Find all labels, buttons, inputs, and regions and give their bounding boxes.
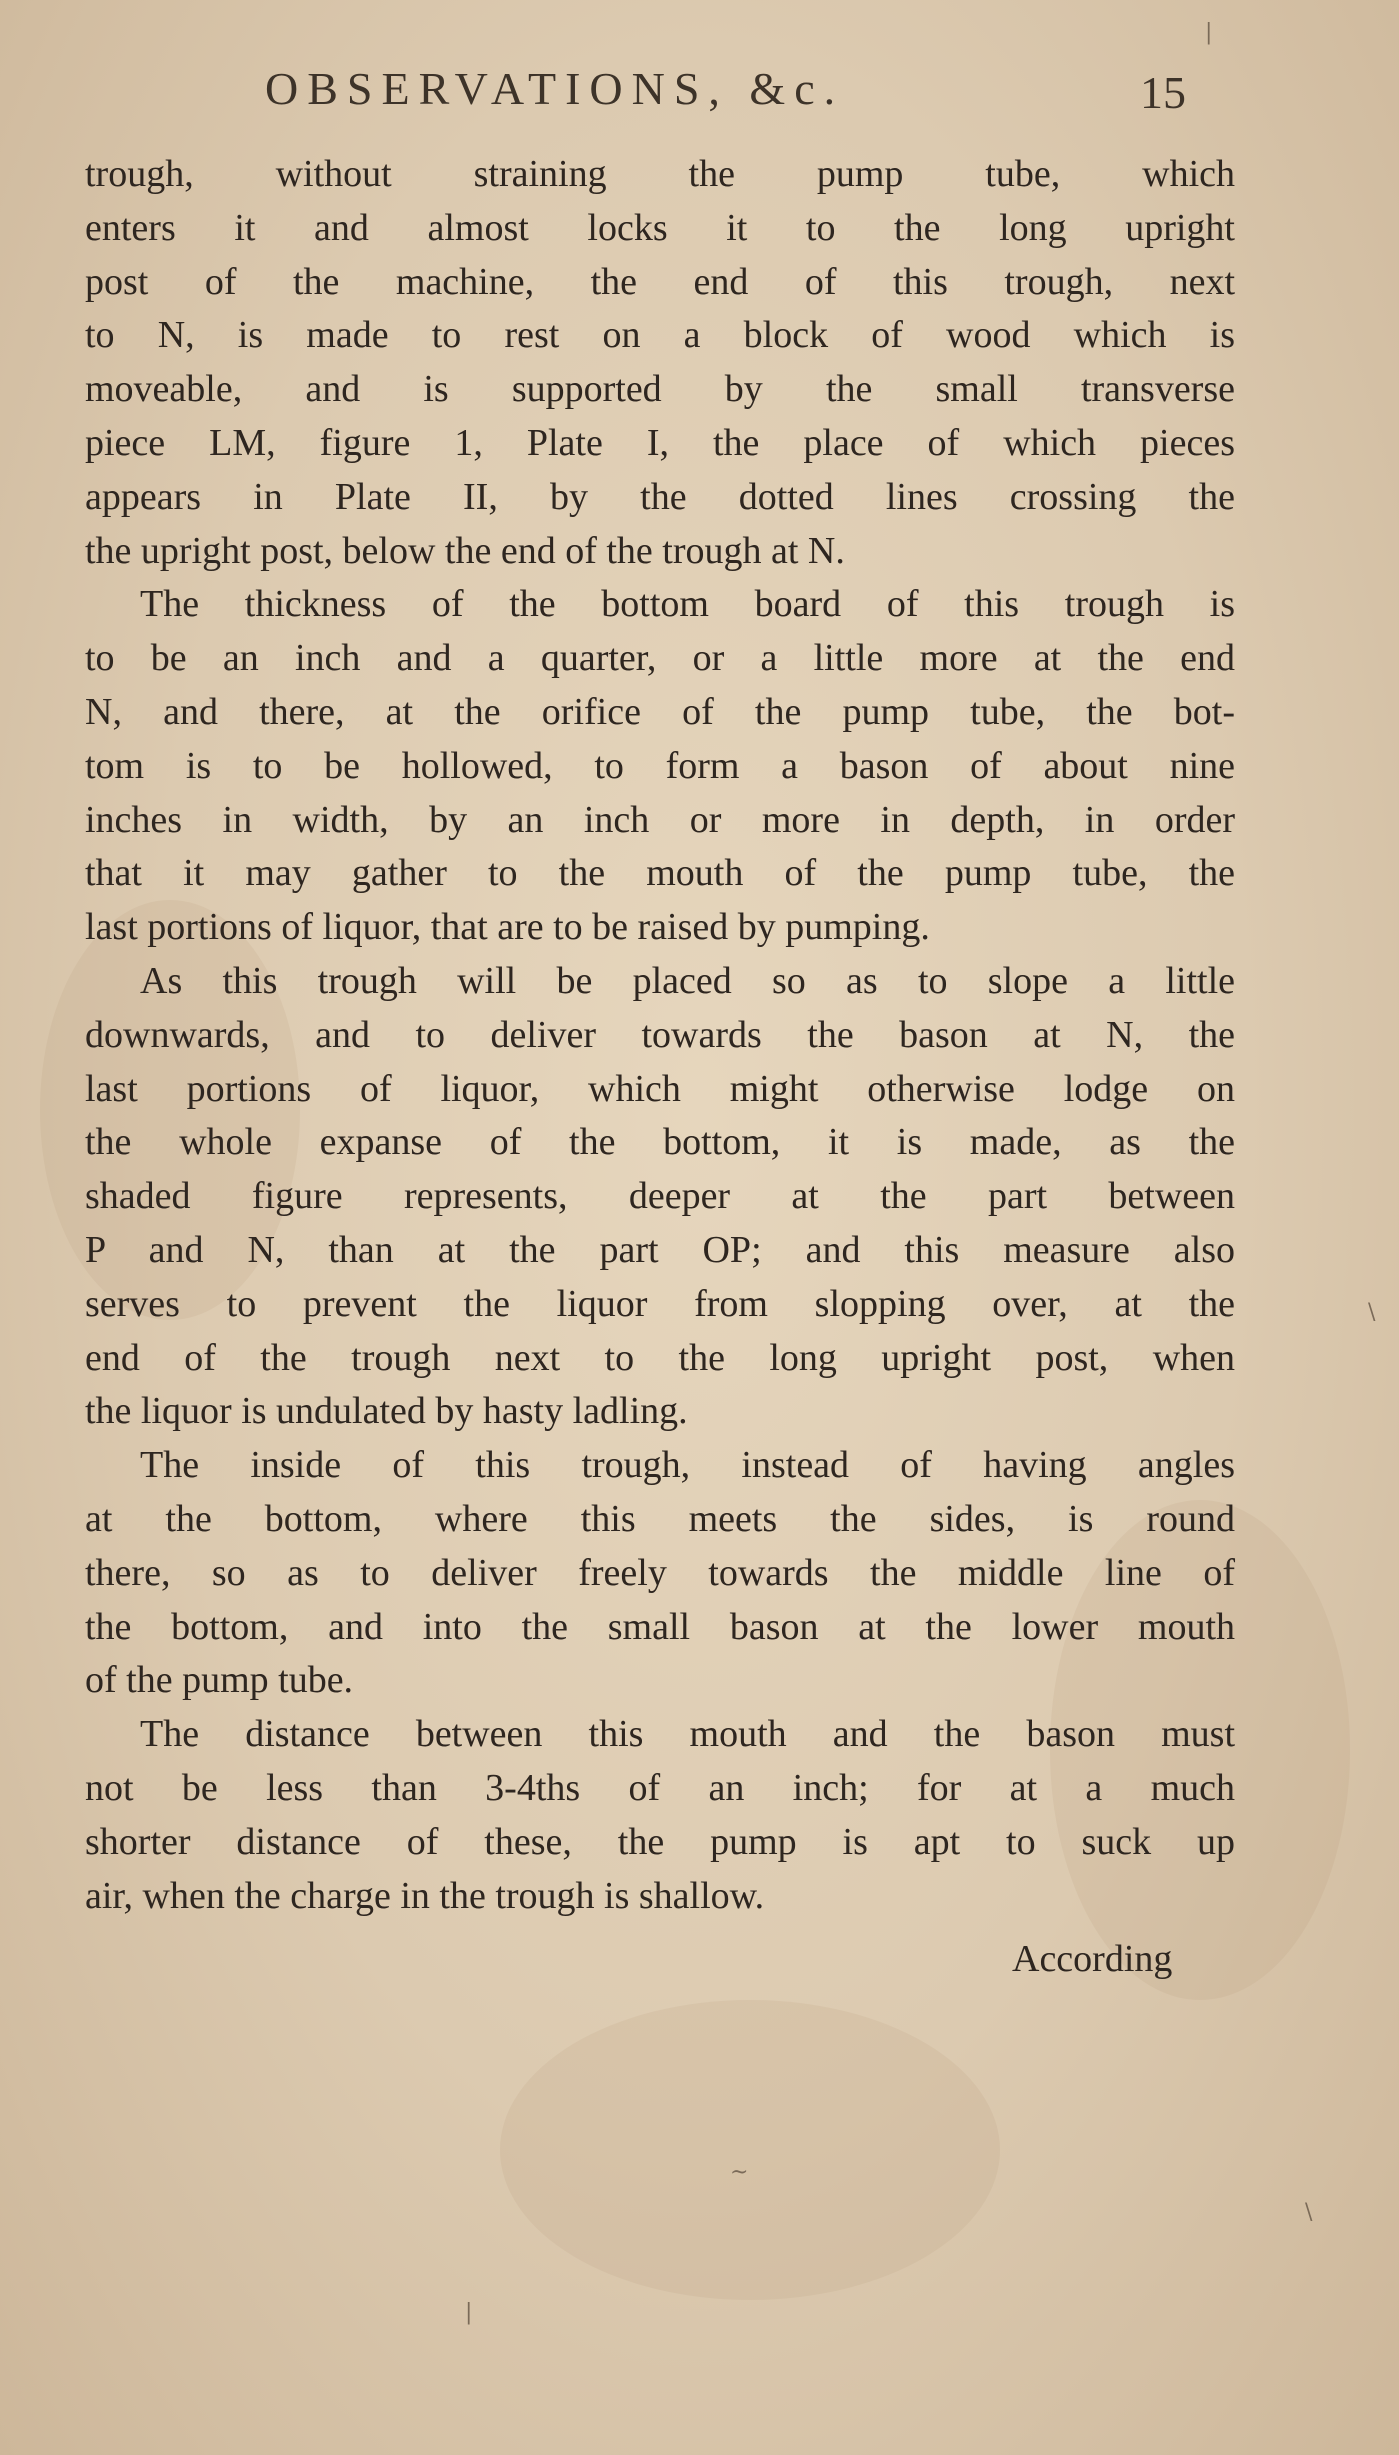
- text-line: the liquor is undulated by hasty ladling.: [85, 1390, 688, 1433]
- text-line: last portions of liquor, which might otherwise lodge on: [85, 1067, 1235, 1110]
- text-line: the upright post, below the end of the trough at N.: [85, 529, 845, 572]
- text-line: to N, is made to rest on a block of wood which is: [85, 314, 1235, 357]
- margin-mark: ~: [730, 2160, 749, 2185]
- text-line: air, when the charge in the trough is shallow.: [85, 1874, 765, 1917]
- text-line: inches in width, by an inch or more in depth, in order: [85, 798, 1235, 841]
- text-line: The distance between this mouth and the bason must: [140, 1713, 1235, 1756]
- text-line: at the bottom, where this meets the sides, is round: [85, 1497, 1235, 1540]
- text-line: there, so as to deliver freely towards the middle line of: [85, 1551, 1235, 1594]
- text-line: downwards, and to deliver towards the bason at N, the: [85, 1013, 1235, 1056]
- margin-mark: |: [1205, 20, 1213, 45]
- text-line: The inside of this trough, instead of having angles: [140, 1444, 1235, 1487]
- text-line: to be an inch and a quarter, or a little more at the end: [85, 637, 1235, 680]
- text-line: As this trough will be placed so as to slope a little: [140, 959, 1235, 1002]
- text-line: P and N, than at the part OP; and this measure also: [85, 1228, 1235, 1271]
- text-line: of the pump tube.: [85, 1659, 354, 1702]
- text-line: not be less than 3-4ths of an inch; for at a much: [85, 1766, 1235, 1809]
- text-line: shaded figure represents, deeper at the part between: [85, 1175, 1235, 1218]
- text-line: end of the trough next to the long upright post, when: [85, 1336, 1235, 1379]
- margin-mark: |: [465, 2300, 473, 2325]
- margin-mark: \: [1305, 2200, 1313, 2225]
- paper-stain: [500, 2000, 1000, 2300]
- text-line: that it may gather to the mouth of the pump tube, the: [85, 852, 1235, 895]
- text-line: N, and there, at the orifice of the pump tube, the bot-: [85, 690, 1235, 733]
- catchword: According: [1012, 1938, 1173, 1981]
- text-line: the bottom, and into the small bason at the lower mouth: [85, 1605, 1235, 1648]
- margin-mark: \: [1368, 1300, 1376, 1325]
- text-line: serves to prevent the liquor from slopping over, at the: [85, 1282, 1235, 1325]
- text-line: enters it and almost locks it to the long upright: [85, 206, 1235, 249]
- text-line: tom is to be hollowed, to form a bason of about nine: [85, 744, 1235, 787]
- text-line: piece LM, figure 1, Plate I, the place of which pieces: [85, 421, 1235, 464]
- running-head: OBSERVATIONS, &c.: [265, 63, 845, 114]
- text-line: trough, without straining the pump tube, which: [85, 153, 1235, 195]
- body-text: [85, 148, 1235, 1923]
- text-line: moveable, and is supported by the small transverse: [85, 368, 1235, 411]
- text-line: shorter distance of these, the pump is apt to suck up: [85, 1820, 1235, 1863]
- text-line: appears in Plate II, by the dotted lines crossing the: [85, 475, 1235, 518]
- text-line: post of the machine, the end of this trough, next: [85, 260, 1235, 303]
- text-line: The thickness of the bottom board of this trough is: [140, 583, 1235, 626]
- text-line: the whole expanse of the bottom, it is made, as the: [85, 1121, 1235, 1164]
- page-number: 15: [1140, 67, 1186, 118]
- text-line: last portions of liquor, that are to be raised by pumping.: [85, 906, 930, 949]
